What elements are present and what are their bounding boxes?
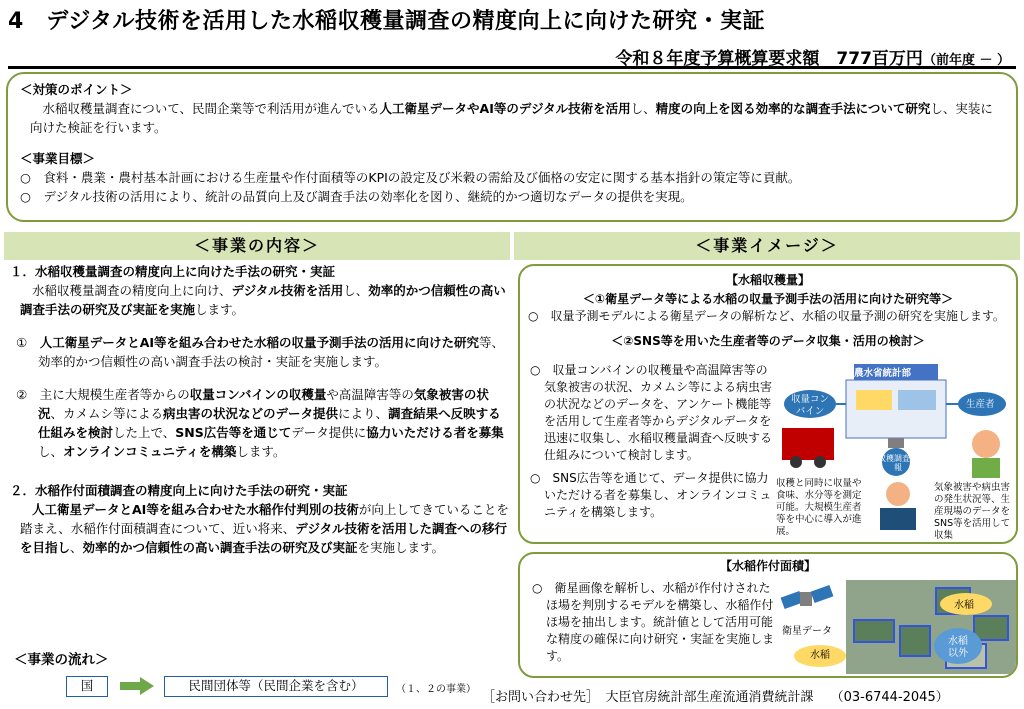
item2-10: SNS広告等を通じて [175, 425, 292, 440]
diag-note-1: 収穫と同時に収量や食味、水分等を測定可能。大規模生産者等を中心に導入が進展。 [776, 478, 862, 537]
flow-heading: ＜事業の流れ＞ [14, 652, 109, 668]
yield-sub1: ＜①衛星データ等による水稲の収量予測手法の活用に向けた研究等＞ [582, 292, 954, 306]
combine-wheel-2 [814, 456, 826, 468]
item2-3: や高温障害等の [326, 387, 414, 402]
sec2-a: 人工衛星データとAI等を組み合わせた水稲作付判別の技術 [32, 502, 359, 517]
tag-2: 水稲以外 [948, 636, 968, 659]
diag-note-2: 気象被害や病虫害の発生状況等、生産現場のデータをSNS等を活用して収集 [934, 482, 1011, 541]
satellite-icon [778, 582, 838, 622]
goal-heading: ＜事業目標＞ [20, 151, 96, 166]
yield-title: 【水稲収穫量】 [725, 273, 810, 287]
flow-from: 国 [66, 676, 108, 697]
diag-producer: 生産者 [966, 399, 995, 410]
section-2-title: ２．水稲作付面積調査の精度向上に向けた手法の研究・実証 [10, 483, 348, 498]
diag-combine: 収量コンバイン [790, 394, 829, 417]
section-1-text [4, 281, 510, 319]
flow-arrow-icon [120, 677, 154, 695]
monitor-panel-2 [898, 390, 936, 410]
item2-9: した上で、 [113, 425, 176, 440]
item2-num: ② [16, 387, 40, 402]
yield-box [518, 264, 1018, 544]
sec2-c: デジタル技術を活用した調査への移行を目指し [20, 521, 508, 555]
item2-12: 協力いただける者を募集 [366, 425, 504, 440]
area-text: ○ 衛星画像を解析し、水稲が作付けされたほ場を判別するモデルを構築し、水稲作付ほ場を抽出します。統計値として活用可能な精度の確保に向け研究・実証を実施します。 [532, 581, 775, 663]
sec1-d: 効率的かつ信頼性の高い調査手法の研究及び実証を実施 [20, 283, 506, 317]
item1-b: 人工衛星データとAI等を組み合わせた水稲の収量予測手法の活用に向けた研究 [39, 335, 480, 350]
satellite-label: 衛星データ [782, 626, 832, 637]
area-title: 【水稲作付面積】 [719, 559, 816, 573]
item2-14: オンラインコミュニティを構築 [63, 444, 237, 459]
contact-info: ［お問い合わせ先］ 大臣官房統計部生産流通消費統計課 （03-6744-2045） [482, 690, 949, 705]
tag-3: 水稲 [810, 650, 830, 661]
page-title: 4 デジタル技術を活用した水稲収穫量調査の精度向上に向けた研究・実証 [8, 9, 765, 34]
content-body [4, 262, 510, 557]
sec2-d: 、 [70, 540, 83, 555]
sec1-b: デジタル技術を活用 [231, 283, 344, 298]
item2-13: し、 [38, 444, 64, 459]
monitor-stand [888, 438, 904, 448]
diag-ministry: 農水省統計部 [854, 368, 912, 379]
item2-6: 病虫害の状況などのデータ提供 [163, 406, 339, 421]
item1-num: ① [16, 335, 40, 350]
points-text-a: 水稲収穫量調査について、民間企業等で利活用が進んでいる [42, 101, 380, 116]
yield-text-3: ○ SNS広告等を通じて、データ提供に協力いただける者を募集し、オンラインコミュニティを構築します。 [530, 471, 772, 519]
points-text-b: 人工衛星データやAI等のデジタル技術を活用 [379, 101, 631, 116]
sec1-a: 水稲収穫量調査の精度向上に向け、 [32, 283, 232, 298]
item-1 [4, 333, 510, 371]
item2-2: 収量コンバインの収穫量 [189, 387, 327, 402]
officer-body [880, 508, 916, 530]
item2-1: 主に大規模生産者等からの [39, 387, 190, 402]
sec2-f: を実施します。 [357, 540, 445, 555]
section-1-title: １．水稲収穫量調査の精度向上に向けた手法の研究・実証 [10, 264, 336, 279]
item2-15: します。 [236, 444, 286, 459]
sec2-b: が向上してきていることを踏まえ、水稲作付面積調査について、近い将来、 [20, 502, 509, 536]
diag-collect: 収穫調査情報 [878, 454, 918, 472]
content-heading: ＜事業の内容＞ [4, 232, 510, 260]
producer-icon [972, 430, 1000, 458]
flow-to: 民間団体等（民間企業を含む） [164, 676, 388, 697]
area-box [518, 552, 1018, 678]
tag-1: 水稲 [954, 600, 974, 611]
paddy-field-1 [854, 620, 894, 642]
points-text-e: し、実装に向けた検証を行います。 [30, 101, 993, 135]
title-rule [8, 66, 1016, 69]
combine-icon [782, 428, 834, 460]
yield-text-1: ○ 収量予測モデルによる衛星データの解析など、水稲の収量予測の研究を実施します。 [528, 309, 1005, 323]
sec1-c: し、 [343, 283, 369, 298]
flow-note: （１、２の事業） [396, 684, 476, 695]
item-2 [4, 385, 510, 461]
producer-body [972, 458, 1000, 478]
item2-8: 調査結果へ反映する仕組みを検討 [38, 406, 501, 440]
sec1-e: します。 [195, 302, 245, 317]
goal-2: ○ デジタル技術の活用により、統計の品質向上及び調査手法の効率化を図り、継続的かつ適切なデータの提供を実現。 [20, 189, 693, 204]
points-heading: ＜対策のポイント＞ [20, 82, 133, 97]
budget-text: 令和８年度予算概算要求額 777百万円 [615, 49, 923, 69]
image-heading: ＜事業イメージ＞ [514, 232, 1020, 260]
field-map [846, 580, 1016, 674]
section-2-text [4, 500, 510, 557]
sec2-e: 効率的かつ信頼性の高い調査手法の研究及び実証 [82, 540, 358, 555]
paddy-field-2 [900, 626, 930, 656]
paddy-field-4 [974, 616, 1008, 640]
points-text-d: 精度の向上を図る効率的な調査手法について研究 [655, 101, 931, 116]
yield-sub2: ＜②SNS等を用いた生産者等のデータ収集・活用の検討＞ [611, 334, 925, 348]
item2-5: 、カメムシ等による [50, 406, 164, 421]
item2-11: データ提供に [291, 425, 367, 440]
points-text-c: し、 [630, 101, 656, 116]
item2-4: 気象被害の状況 [38, 387, 489, 421]
item1-t: 等、効率的かつ信頼性の高い調査手法の検討・実証を実施します。 [38, 335, 505, 369]
yield-text-2: ○ 収量コンバインの収穫量や高温障害等の気象被害の状況、カメムシ等による病虫害の状況などのデータを、アンケート機能等を活用して生産者等からデジタルデータを迅速に収集し、水稲収穫量調査へ反映する仕組みについて検討します。 [530, 363, 773, 462]
monitor-panel-1 [856, 390, 892, 410]
budget-prev: （前年度 － ） [922, 53, 1010, 68]
goal-1: ○ 食料・農業・農村基本計画における生産量や作付面積等のKPIの設定及び米穀の需給及び価格の安定に関する基本指針の策定等に貢献。 [20, 170, 801, 185]
points-text [20, 99, 1004, 137]
combine-wheel-1 [790, 456, 802, 468]
item2-7: により、 [338, 406, 389, 421]
points-box [6, 72, 1018, 222]
officer-icon [886, 482, 910, 506]
